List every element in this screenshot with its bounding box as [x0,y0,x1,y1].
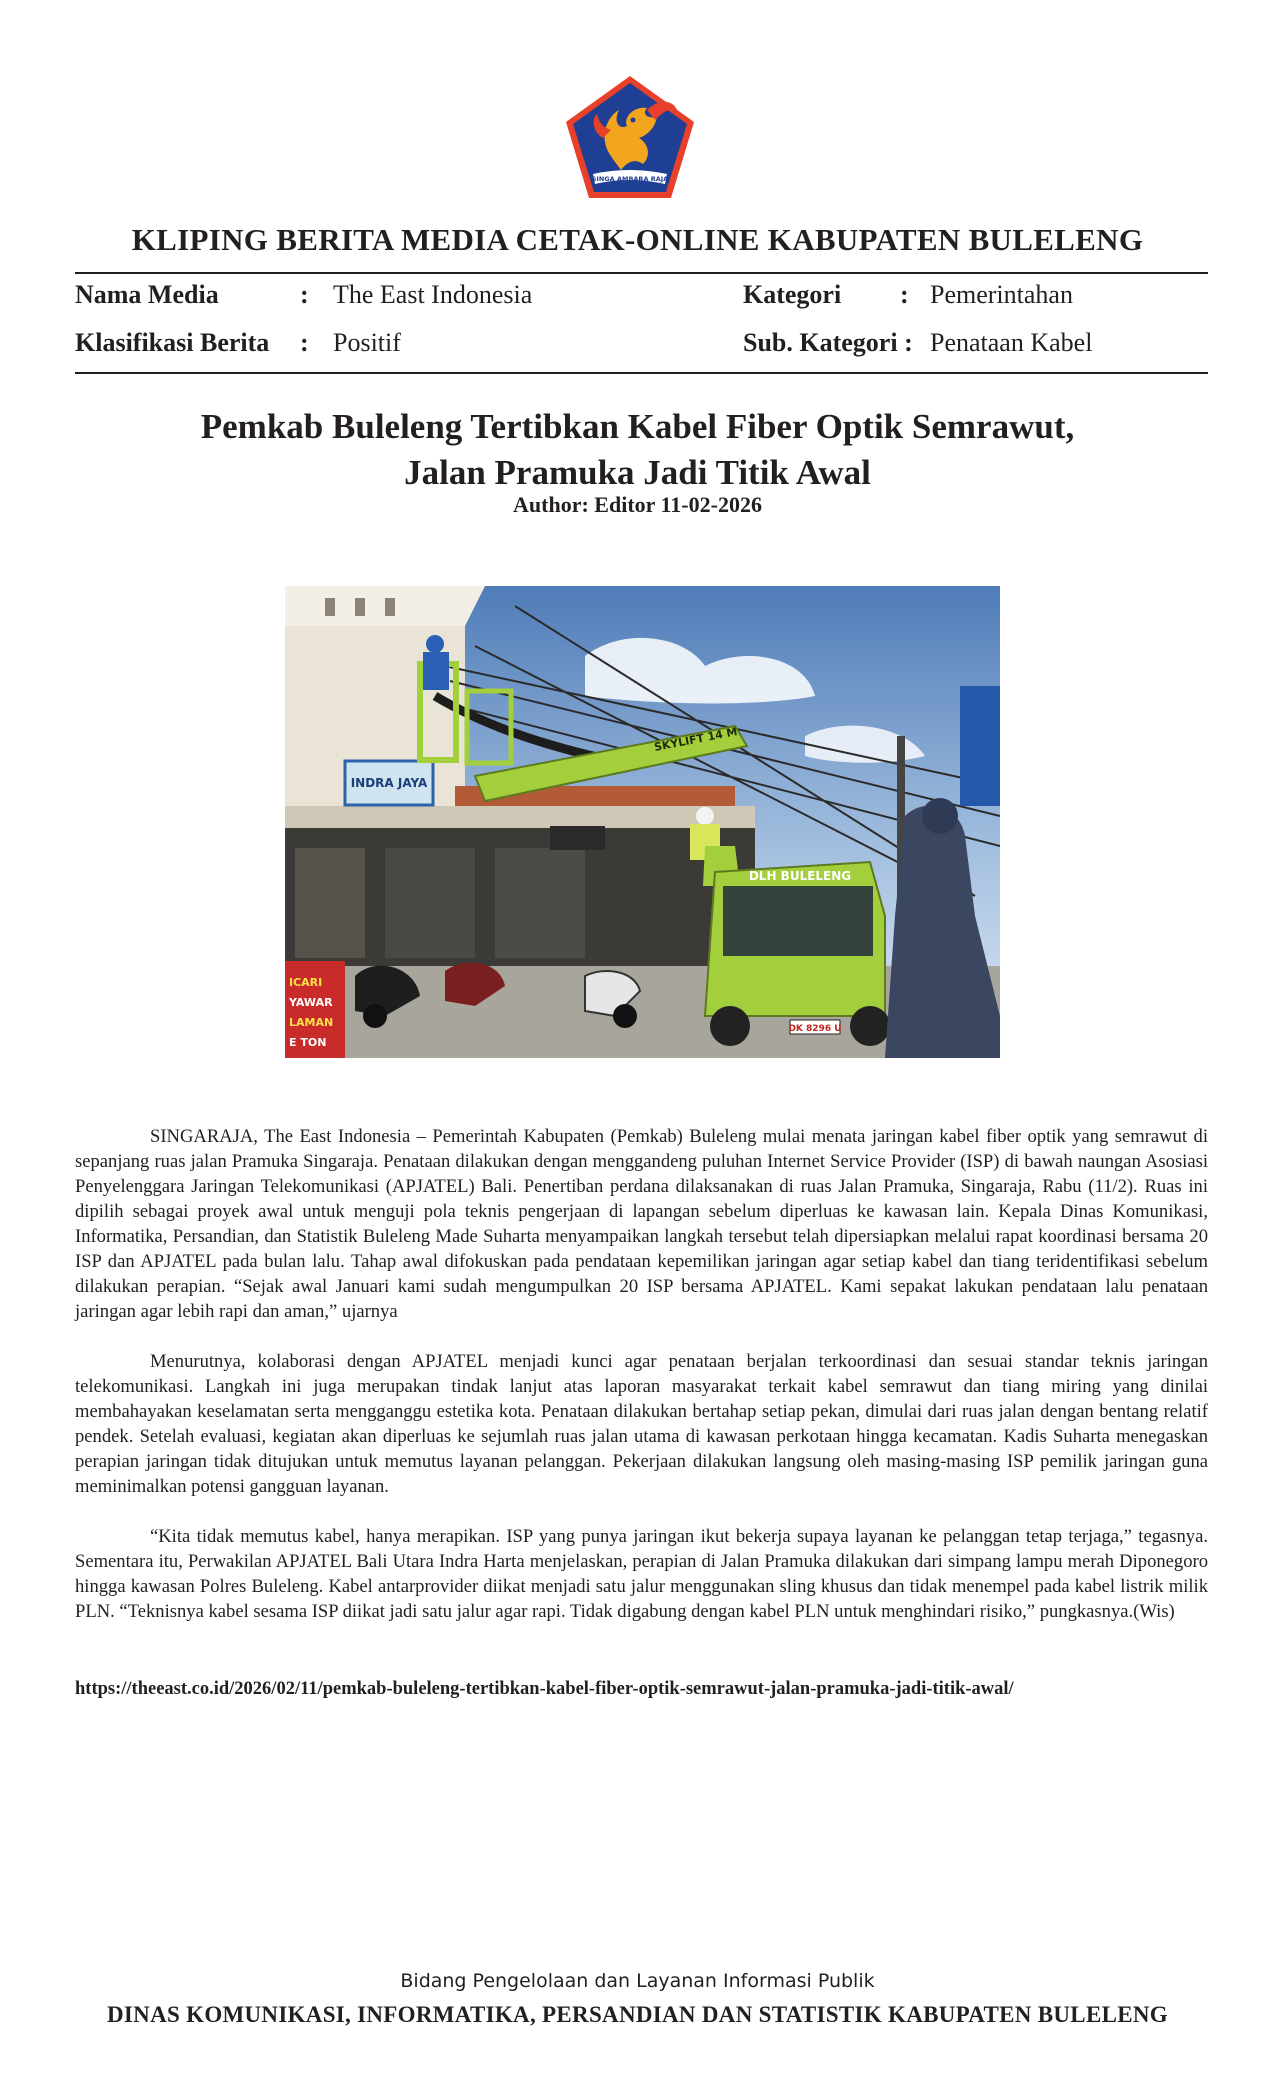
klasifikasi-value: Positif [333,328,401,357]
article-paragraph-1: SINGARAJA, The East Indonesia – Pemerintah Kabupaten (Pemkab) Buleleng mulai menata jaringan kabel fiber optik yang semrawut di sepanjang ruas jalan Pramuka Singaraja. Penataan dilakukan dengan menggandeng puluhan Internet Service Provider (ISP) di bawah naungan Asosiasi Penyelenggara Jaringan Telekomunikasi (APJATEL) Bali. Penertiban perdana dilaksanakan di ruas Jalan Pramuka, Singaraja, Rabu (11/2). Ruas ini dipilih sebagai proyek awal untuk menguji pola teknis pengerjaan di lapangan sebelum diperluas ke kawasan lain. Kepala Dinas Komunikasi, Informatika, Persandian, dan Statistik Buleleng Made Suharta menyampaikan langkah tersebut telah dipersiapkan melalui rapat koordinasi bersama 20 ISP dan APJATEL pada bulan lalu. Tahap awal difokuskan pada pendataan kepemilikan jaringan agar setiap kabel dan tiang teridentifikasi sebelum dilakukan perapian. “Sejak awal Januari kami sudah mengumpulkan 20 ISP bersama APJATEL. Kami sepakat lakukan pendataan lalu penataan jaringan agar lebih rapi dan aman,” ujarnya [75,1126,1208,1322]
photo-banner-line-1: ICARI [289,976,323,989]
photo-banner-line-3: LAMAN [289,1016,334,1029]
logo-motto-text: SINGA AMBARA RAJA [591,175,669,183]
article-photo [285,586,1000,1058]
article-paragraph-3: “Kita tidak memutus kabel, hanya merapikan. ISP yang punya jaringan ikut bekerja supaya layanan ke pelanggan tetap terjaga,” tegasnya. Sementara itu, Perwakilan APJATEL Bali Utara Indra Harta menjelaskan, perapian di Jalan Pramuka dilakukan dari simpang lampu merah Diponegoro hingga kawasan Polres Buleleng. Kabel antarprovider diikat menjadi satu jalur menggunakan sling khusus dan tidak menempel pada kabel listrik milik PLN. “Teknisnya kabel sesama ISP diikat jadi satu jalur agar rapi. Tidak digabung dengan kabel PLN untuk menghindari risiko,” pungkasnya.(Wis) [75,1526,1208,1622]
photo-sign-text: INDRA JAYA [350,776,428,790]
photo-boom-text: SKYLIFT 14 M [653,725,739,754]
article-title [120,404,1155,496]
subkategori-value: Penataan Kabel [930,328,1093,357]
article-source-link[interactable]: https://theeast.co.id/2026/02/11/pemkab-buleleng-tertibkan-kabel-fiber-optik-semrawut-jalan-pramuka-jadi-titik-awal/ [75,1679,1014,1699]
header-bottom-rule [75,372,1208,374]
photo-plate-text: DK 8296 U [788,1024,842,1034]
footer-subtitle: Bidang Pengelolaan dan Layanan Informasi Publik [400,1970,875,1992]
meta-row-klasifikasi [75,328,1208,368]
kategori-colon: : [900,280,909,309]
kategori-label: Kategori [743,280,842,309]
footer-title: DINAS KOMUNIKASI, INFORMATIKA, PERSANDIAN DAN STATISTIK KABUPATEN BULELENG [107,2002,1168,2027]
kategori-value: Pemerintahan [930,280,1073,309]
document-header-title: KLIPING BERITA MEDIA CETAK-ONLINE KABUPATEN BULELENG [131,222,1144,257]
article-title-line-2: Jalan Pramuka Jadi Titik Awal [404,453,871,492]
article-title-line-1: Pemkab Buleleng Tertibkan Kabel Fiber Optik Semrawut, [200,407,1075,446]
media-value: The East Indonesia [333,280,533,309]
article-author-date: Author: Editor 11-02-2026 [513,492,762,517]
media-colon: : [300,280,309,309]
media-label: Nama Media [75,280,219,309]
photo-banner-line-2: YAWAR [289,996,333,1009]
subkategori-label: Sub. Kategori : [743,328,913,357]
klasifikasi-colon: : [300,328,309,357]
meta-row-media [75,280,1208,320]
photo-truck-text: DLH BULELENG [748,869,852,883]
header-top-rule [75,272,1208,274]
article-paragraph-2: Menurutnya, kolaborasi dengan APJATEL menjadi kunci agar penataan berjalan terkoordinasi dan sesuai standar teknis jaringan telekomunikasi. Langkah ini juga merupakan tindak lanjut atas laporan masyarakat terkait kabel semrawut dan tiang miring yang dinilai membahayakan keselamatan serta mengganggu estetika kota. Penataan dilakukan bertahap setiap pekan, dimulai dari ruas jalan dengan bentang relatif pendek. Setelah evaluasi, kegiatan akan diperluas ke sejumlah ruas jalan utama di kawasan perkotaan hingga kecamatan. Kadis Suharta menegaskan perapian jaringan tidak ditujukan untuk memutus layanan pelanggan. Pekerjaan dilakukan langsung oleh masing-masing ISP pemilik jaringan guna meminimalkan potensi gangguan layanan. [75,1351,1208,1497]
kabupaten-buleleng-logo [563,74,697,202]
klasifikasi-label: Klasifikasi Berita [75,328,270,357]
article-body [75,1124,1208,1649]
photo-banner-line-4: E TON [289,1036,327,1049]
